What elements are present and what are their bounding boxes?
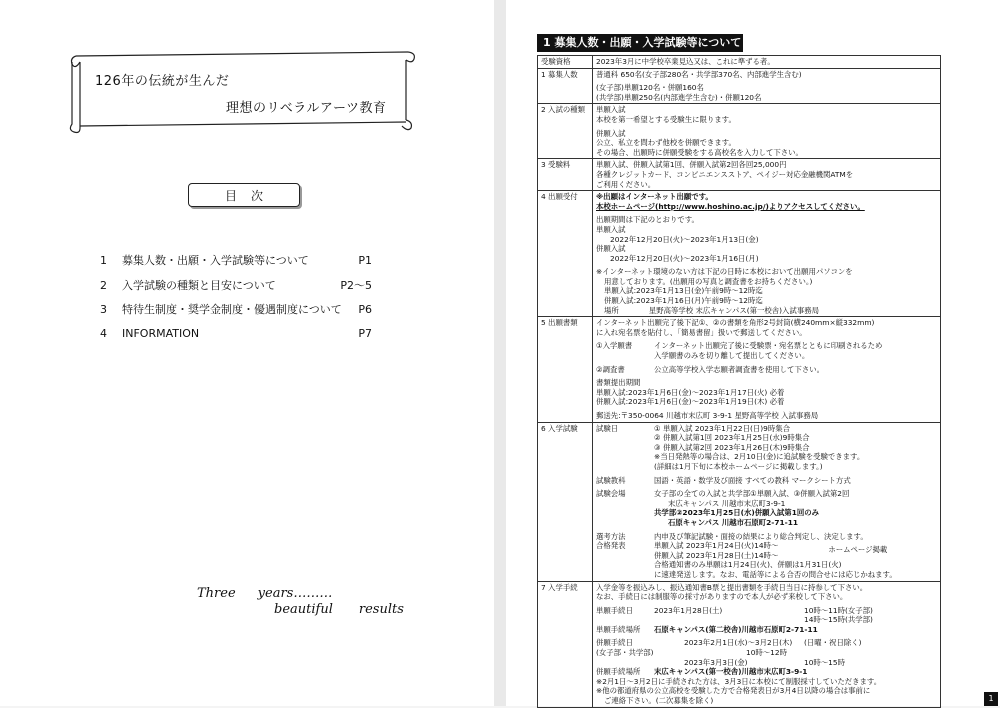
toc-item-number: 4 bbox=[100, 327, 107, 341]
cell-text: ※インターネット環境のない方は下記の日時に本校において出願用パソコンを bbox=[596, 267, 853, 277]
procedure-date bbox=[596, 658, 937, 668]
row-label: 4 出願受付 bbox=[538, 191, 593, 317]
row-label: 1 募集人数 bbox=[538, 68, 593, 104]
cell-text: ※2月1日～3月2日に手続された方は、3月3日に本校にて制服採寸していただきます。 bbox=[596, 676, 882, 686]
cell-text: 単願入試:2023年1月13日(金)午前9時～12時迄 bbox=[604, 286, 763, 296]
cell-text: その場合、出願時に併願受験をする高校名を入力して下さい。 bbox=[596, 147, 803, 157]
cell-text: に速達発送します。なお、電話等による合否の問合せには応じかねます。 bbox=[654, 569, 897, 579]
exam-venue bbox=[596, 518, 937, 528]
cell-text: に入れ宛名票を貼付し、「簡易書留」扱いで郵送してください。 bbox=[596, 327, 807, 337]
slogan-word: results bbox=[358, 602, 404, 617]
procedure-date bbox=[596, 638, 937, 648]
table-row bbox=[538, 56, 941, 69]
row-label: 5 出願書類 bbox=[538, 317, 593, 422]
table-row bbox=[538, 581, 941, 707]
row-content bbox=[593, 191, 941, 317]
cell-text: (女子部)単願120名・併願160名 bbox=[596, 83, 704, 93]
row-content bbox=[593, 581, 941, 707]
row-content bbox=[593, 68, 941, 104]
table-row bbox=[538, 422, 941, 581]
cell-text: インターネット出願完了後下記①、②の書類を角形2号封筒(横240mm×縦332mm) bbox=[596, 318, 875, 328]
cell-key: 合格発表 bbox=[596, 541, 626, 551]
cell-text: 併願入試 bbox=[596, 128, 626, 138]
cell-text: ※当日発熱等の場合は、2月10日(金)に追試験を受験できます。 bbox=[654, 452, 865, 462]
cell-text: 末広キャンパス(第一校舎)川越市末広町3-9-1 bbox=[654, 667, 808, 677]
cell-text: 入学願書のみを切り離して提出してください。 bbox=[654, 351, 810, 361]
exam-date bbox=[596, 424, 937, 434]
cell-text: 2022年12月20日(火)～2023年1月13日(金) bbox=[610, 234, 759, 244]
cell-text: ※他の都道府県の公立高校を受験した方で合格発表日が3月4日以降の場合は事前に bbox=[596, 686, 871, 696]
cell-text: 併願入試:2023年1月16日(月)午前9時～12時迄 bbox=[604, 296, 763, 306]
cell-text: ご利用ください。 bbox=[596, 179, 656, 189]
cell-text: 単願入試 2023年1月24日(火)14時～ bbox=[654, 541, 779, 551]
row-content bbox=[593, 422, 941, 581]
cell-text: 国語・英語・数学及び面接 すべての教科 マークシート方式 bbox=[654, 475, 851, 485]
cell-text: 出願期間は下記のとおりです。 bbox=[596, 215, 699, 225]
cell-text: 2022年12月20日(火)～2023年1月16日(月) bbox=[610, 253, 759, 263]
table-row bbox=[538, 104, 941, 159]
row-label: 3 受験料 bbox=[538, 159, 593, 191]
headline-line-1: 126年の伝統が生んだ bbox=[95, 74, 230, 89]
cell-text: 14時～15時(共学部) bbox=[804, 615, 873, 625]
procedure-place bbox=[596, 625, 937, 635]
cell-key: 併願手続場所 bbox=[596, 667, 641, 677]
toc-item[interactable] bbox=[100, 297, 372, 322]
row-content bbox=[593, 317, 941, 422]
cell-text: (共学部)単願250名(内部進学生含む)・併願120名 bbox=[596, 92, 762, 102]
cell-text: 10時～15時 bbox=[804, 657, 845, 667]
section-title: 1 募集人数・出願・入学試験等について bbox=[537, 34, 743, 52]
doc-item bbox=[596, 341, 937, 351]
page-number: 1 bbox=[984, 692, 998, 706]
table-row bbox=[538, 191, 941, 317]
cell-key: 単願手続日 bbox=[596, 605, 633, 615]
procedure-place bbox=[596, 667, 937, 677]
cell-text: 女子部の全ての入試と共学部①単願入試、③併願入試第2回 bbox=[654, 489, 850, 499]
doc-item bbox=[596, 365, 937, 375]
cell-text: 場所 bbox=[604, 305, 619, 315]
cell-text: ③ 併願入試第2回 2023年1月26日(木)9時集合 bbox=[654, 442, 810, 452]
cell-text: 星野高等学校 末広キャンパス(第一校舎)入試事務局 bbox=[648, 305, 819, 315]
table-row bbox=[538, 159, 941, 191]
procedure-date bbox=[596, 648, 937, 658]
row-label: 6 入学試験 bbox=[538, 422, 593, 581]
cell-text: 書類提出期間 bbox=[596, 378, 641, 388]
cell-text: 用意しております。(出願用の写真と調査書をお持ちください。) bbox=[604, 276, 813, 286]
cell-text: ホームページ掲載 bbox=[828, 545, 888, 555]
cell-text: 本校を第一希望とする受験生に限ります。 bbox=[596, 114, 736, 124]
cell-text: ①入学願書 bbox=[596, 341, 633, 351]
cell-key: 単願手続場所 bbox=[596, 624, 641, 634]
cell-text: インターネット出願完了後に受験票・宛名票とともに印刷されるため bbox=[654, 341, 883, 351]
slogan-word: Three bbox=[197, 586, 236, 601]
row-content bbox=[593, 104, 941, 159]
cell-text: (詳細は1月下旬に本校ホームページに掲載します。) bbox=[654, 461, 823, 471]
exam-subjects bbox=[596, 476, 937, 486]
headline-line-2: 理想のリベラルアーツ教育 bbox=[226, 101, 387, 116]
cell-text: 単願入試、併願入試第1回、併願入試第2回各回25,000円 bbox=[596, 160, 787, 170]
cell-text: 各種クレジットカード、コンビニエンスストア、ペイジー対応金融機関ATMを bbox=[596, 169, 854, 179]
toc-item-number: 1 bbox=[100, 254, 107, 268]
scroll-frame-icon bbox=[66, 44, 418, 136]
toc-item[interactable] bbox=[100, 248, 372, 273]
exam-date bbox=[596, 443, 937, 453]
cell-text: (日曜・祝日除く) bbox=[804, 638, 862, 648]
cell-text: 2023年3月3日(金) bbox=[684, 657, 748, 667]
slogan-line-1 bbox=[197, 586, 332, 601]
row-content bbox=[593, 159, 941, 191]
cell-text: ② 併願入試第1回 2023年1月25日(水)9時集合 bbox=[654, 433, 810, 443]
procedure-date bbox=[596, 615, 937, 625]
table-row bbox=[538, 317, 941, 422]
cell-text: ① 単願入試 2023年1月22日(日)9時集合 bbox=[654, 423, 791, 433]
toc-item-title: 募集人数・出願・入学試験等について bbox=[122, 254, 309, 268]
toc-item-title: 特待生制度・奨学金制度・優遇制度について bbox=[122, 303, 342, 317]
cell-text: 内申及び筆記試験・面接の結果により総合判定し、決定します。 bbox=[654, 531, 868, 541]
exam-date bbox=[596, 433, 937, 443]
cell-text: 2023年2月1日(水)～3月2日(木) bbox=[684, 638, 793, 648]
toc-item-number: 3 bbox=[100, 303, 107, 317]
cell-text: ※出願はインターネット出願です。 bbox=[596, 192, 713, 202]
table-of-contents bbox=[100, 248, 372, 346]
cell-text: 単願入試:2023年1月6日(金)～2023年1月17日(火) 必着 bbox=[596, 387, 785, 397]
slogan-word: years……… bbox=[257, 586, 333, 601]
exam-venue bbox=[596, 508, 937, 518]
toc-item-page: P6 bbox=[358, 302, 372, 316]
cell-text: 10時～12時 bbox=[746, 648, 787, 658]
toc-item[interactable] bbox=[100, 273, 372, 298]
row-label: 7 入学手続 bbox=[538, 581, 593, 707]
cell-text: 10時～11時(女子部) bbox=[804, 605, 873, 615]
toc-item-number: 2 bbox=[100, 278, 107, 292]
cell-text: なお、手続日には制服等の採寸がありますので本人が必ず来校して下さい。 bbox=[596, 592, 848, 602]
cell-text: 併願入試 bbox=[596, 244, 626, 254]
announcement bbox=[596, 570, 937, 580]
cell-text: 単願入試 bbox=[596, 224, 626, 234]
slogan-word: beautiful bbox=[274, 602, 333, 617]
toc-item-page: P2～5 bbox=[340, 278, 372, 292]
cell-key: 併願手続日 bbox=[596, 638, 633, 648]
exam-date bbox=[596, 462, 937, 472]
toc-item-page: P1 bbox=[358, 253, 372, 267]
scroll-banner bbox=[66, 44, 416, 134]
cell-text: 末広キャンパス 川越市末広町3-9-1 bbox=[668, 498, 786, 508]
cell-text: (女子部・共学部) bbox=[596, 648, 654, 658]
cell-text: ②調査書 bbox=[596, 364, 625, 374]
row-content bbox=[593, 56, 941, 69]
cell-key: 試験日 bbox=[596, 423, 619, 433]
cell-text: 合格通知書のみ単願は1月24日(火)、併願は1月31日(火) bbox=[654, 560, 842, 570]
cell-text: 2023年1月28日(土) bbox=[654, 605, 723, 615]
toc-item[interactable] bbox=[100, 322, 372, 347]
procedure-date bbox=[596, 606, 937, 616]
selection-method bbox=[596, 532, 937, 542]
page-gutter bbox=[494, 0, 506, 706]
toc-item-title: INFORMATION bbox=[122, 327, 200, 341]
cell-text: 併願入試:2023年1月6日(金)～2023年1月19日(木) 必着 bbox=[596, 397, 785, 407]
cell-key: 試験教科 bbox=[596, 475, 626, 485]
doc-item bbox=[596, 351, 937, 361]
exam-date bbox=[596, 452, 937, 462]
toc-item-page: P7 bbox=[358, 327, 372, 341]
cell-text: 普通科 650名(女子部280名・共学部370名、内部進学生含む) bbox=[596, 69, 802, 79]
admission-table bbox=[537, 55, 941, 708]
cell-text: 石原キャンパス(第二校舎)川越市石原町2-71-11 bbox=[654, 624, 818, 634]
cell-text: 公立高等学校入学志願者調査書を使用して下さい。 bbox=[654, 364, 824, 374]
cell-key: 選考方法 bbox=[596, 531, 626, 541]
toc-heading: 目次 bbox=[188, 183, 300, 207]
row-label: 2 入試の種類 bbox=[538, 104, 593, 159]
cell-text: 石原キャンパス 川越市石原町2-71-11 bbox=[668, 517, 798, 527]
homepage-link[interactable]: 本校ホームページ(http://www.hoshino.ac.jp/)よりアクセスしてください。 bbox=[596, 201, 865, 211]
slogan-line-2 bbox=[274, 602, 404, 617]
cell-text: 郵送先:〒350-0064 川越市末広町 3-9-1 星野高等学校 入試事務局 bbox=[596, 411, 819, 420]
cell-text bbox=[596, 306, 937, 316]
cell-text: ご連絡下さい。(二次募集を除く) bbox=[604, 696, 714, 706]
cell-text: 併願入試 2023年1月28日(土)14時～ bbox=[654, 550, 779, 560]
announcement bbox=[596, 560, 937, 570]
cell-text: 公立、私立を問わず他校を併願できます。 bbox=[596, 138, 736, 148]
row-label: 受験資格 bbox=[538, 56, 593, 69]
cell-text: 2023年3月に中学校卒業見込又は、これに準ずる者。 bbox=[596, 57, 775, 66]
table-row bbox=[538, 68, 941, 104]
cell-text: 入学金等を振込みし、振込通知書B票と提出書類を手続日当日に持参して下さい。 bbox=[596, 582, 868, 592]
cell-text: 単願入試 bbox=[596, 105, 626, 115]
cell-text: 共学部②2023年1月25日(水)併願入試第1回のみ bbox=[654, 508, 820, 518]
exam-venue bbox=[596, 499, 937, 509]
exam-venue bbox=[596, 489, 937, 499]
cell-key: 試験会場 bbox=[596, 489, 626, 499]
toc-item-title: 入学試験の種類と目安について bbox=[122, 278, 276, 292]
